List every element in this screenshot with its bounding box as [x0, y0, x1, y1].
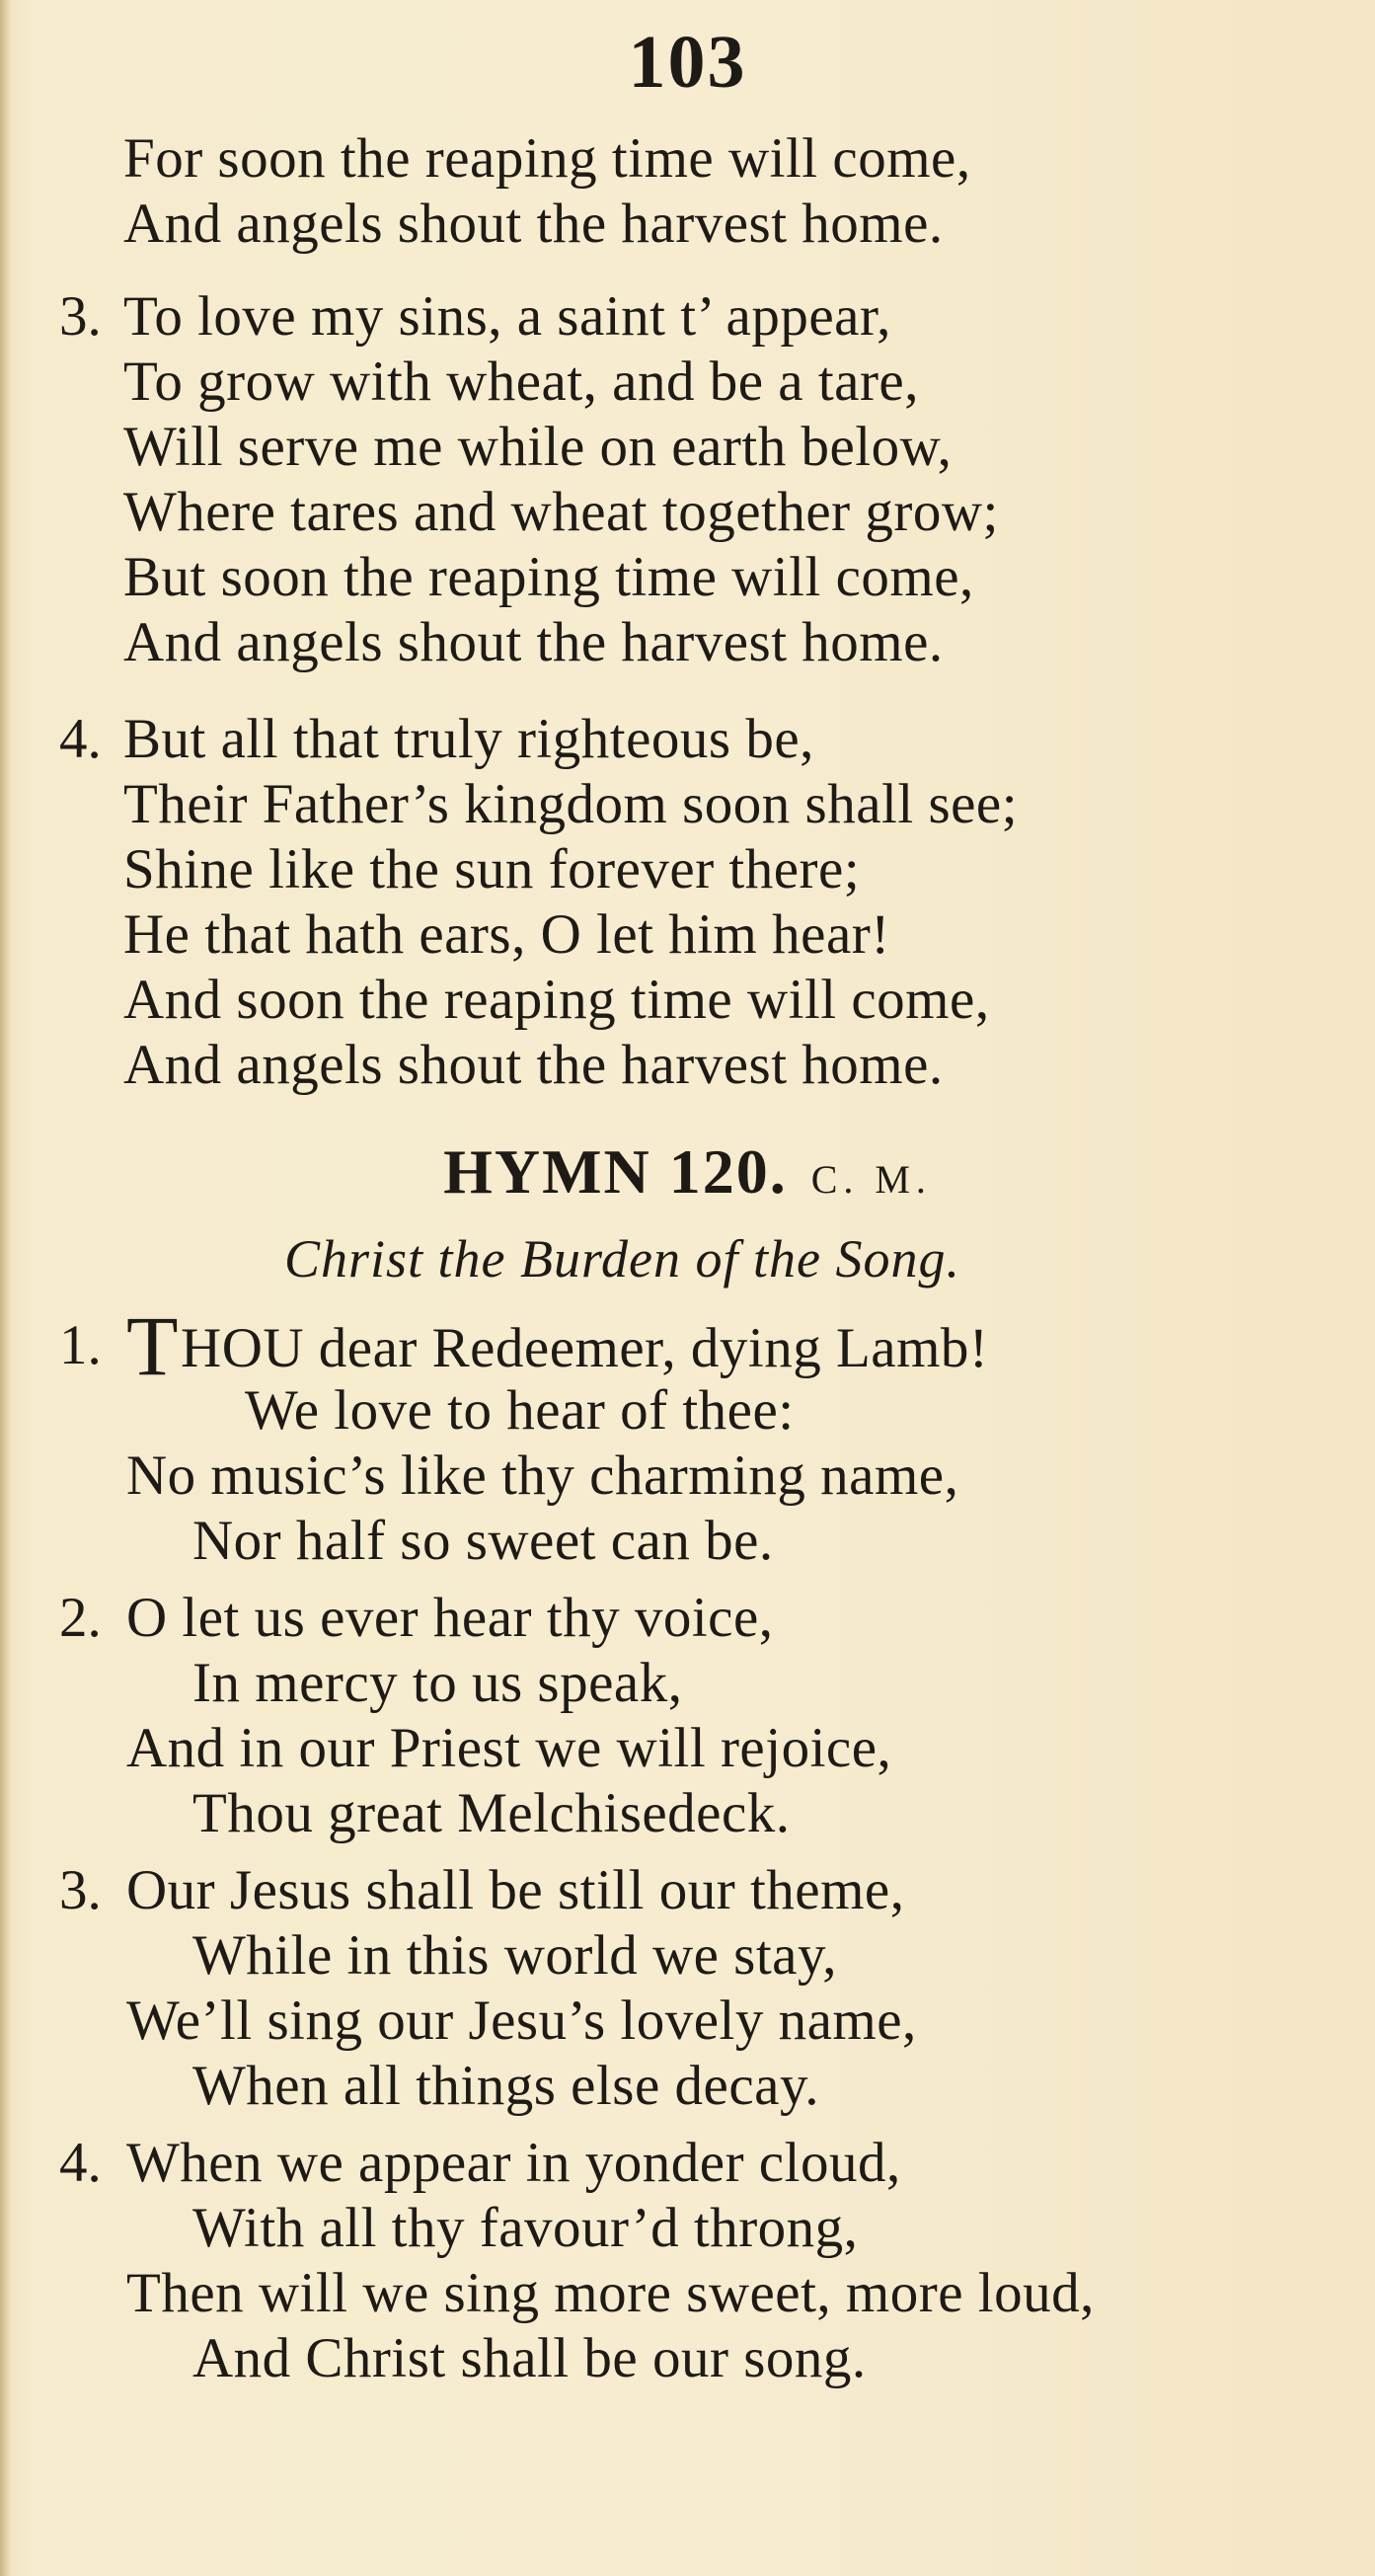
verse-line: Nor half so sweet can be. [192, 1510, 774, 1572]
stanza-number: 3. [59, 285, 102, 348]
verse-line: Where tares and wheat together grow; [123, 481, 999, 543]
verse-line: Shine like the sun forever there; [123, 838, 861, 900]
hymn-meter: C. M. [810, 1157, 932, 1202]
verse-number: 1. [59, 1314, 102, 1376]
verse-line: But soon the reaping time will come, [123, 546, 974, 608]
hymn-title: HYMN 120. [443, 1136, 788, 1207]
verse-line: And angels shout the harvest home. [123, 193, 944, 255]
verse-line: We love to hear of thee: [245, 1379, 795, 1442]
verse-number: 4. [59, 2132, 102, 2194]
verse-line-first [126, 1298, 989, 1393]
verse-line: O let us ever hear thy voice, [126, 1587, 774, 1649]
verse-line: And angels shout the harvest home. [123, 1034, 944, 1096]
page-spine-shadow [0, 0, 10, 2576]
verse-line: While in this world we stay, [192, 1924, 838, 1987]
verse-line: In mercy to us speak, [192, 1652, 683, 1714]
verse-line: And in our Priest we will rejoice, [126, 1717, 892, 1779]
page-number: 103 [628, 21, 747, 104]
verse-line: And soon the reaping time will come, [123, 969, 990, 1031]
hymn-subtitle: Christ the Burden of the Song. [284, 1229, 960, 1288]
verse-line: Thou great Melchisedeck. [192, 1782, 791, 1844]
verse-number: 2. [59, 1587, 102, 1649]
verse-line: Our Jesus shall be still our theme, [126, 1859, 905, 1921]
verse-line: Then will we sing more sweet, more loud, [126, 2262, 1095, 2324]
verse-line: He that hath ears, O let him hear! [123, 903, 890, 966]
verse-line: And Christ shall be our song. [192, 2327, 867, 2389]
verse-line: We’ll sing our Jesu’s lovely name, [126, 1990, 917, 2052]
verse-number: 3. [59, 1859, 102, 1921]
hymn-heading [0, 1135, 1375, 1216]
verse-line: When all things else decay. [192, 2055, 819, 2117]
verse-line: No music’s like thy charming name, [126, 1444, 959, 1507]
stanza-number: 4. [59, 708, 102, 770]
verse-line: To grow with wheat, and be a tare, [123, 351, 919, 413]
verse-line: To love my sins, a saint t’ appear, [123, 285, 891, 348]
verse-line: With all thy favour’d throng, [192, 2197, 859, 2259]
verse-line: For soon the reaping time will come, [123, 127, 971, 190]
verse-line: When we appear in yonder cloud, [126, 2132, 901, 2194]
verse-line: But all that truly righteous be, [123, 708, 814, 770]
verse-line: Will serve me while on earth below, [123, 416, 953, 478]
verse-line: Their Father’s kingdom soon shall see; [123, 773, 1019, 835]
verse-line-text: HOU dear Redeemer, dying Lamb! [181, 1317, 989, 1379]
verse-line: And angels shout the harvest home. [123, 611, 944, 673]
drop-cap: T [126, 1298, 180, 1393]
